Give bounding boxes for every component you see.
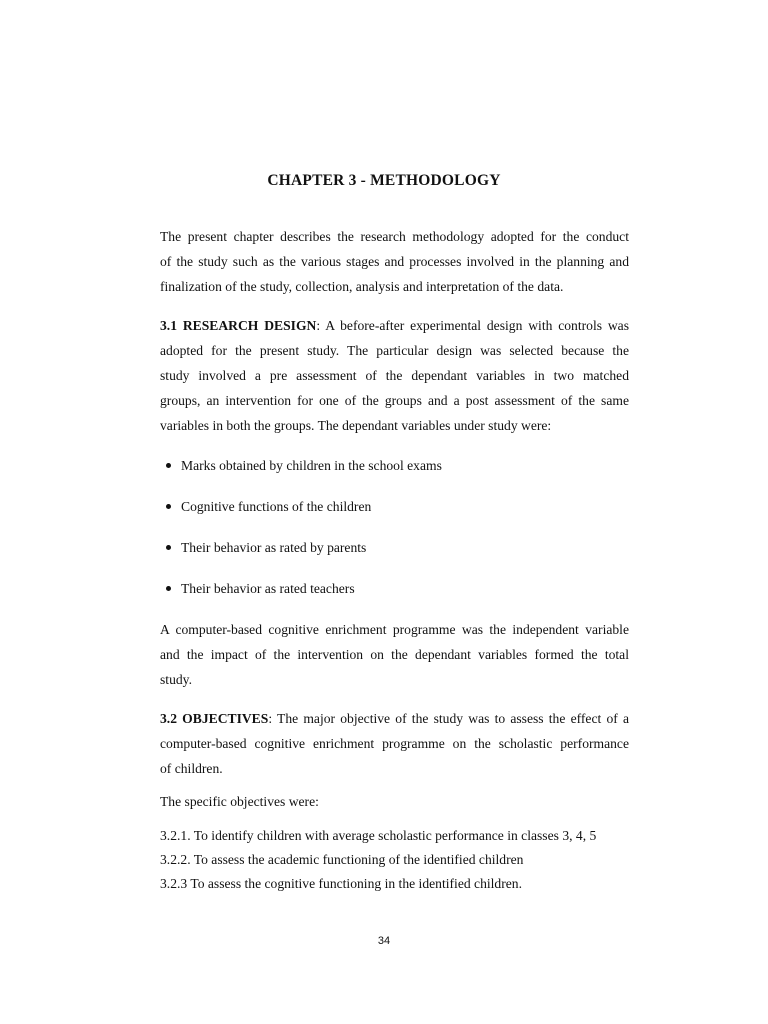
research-design-line-rest: : A before-after experimental design with controls was: [316, 318, 630, 333]
independent-variable-paragraph: [160, 617, 629, 692]
dependant-variables-list: [166, 453, 626, 617]
research-design-line: variables in both the groups. The dependant variables under study were:: [160, 418, 552, 433]
list-item: [166, 494, 626, 535]
list-item: [166, 576, 626, 617]
research-design-paragraph: [160, 313, 629, 438]
intro-line: The present chapter describes the research methodology adopted for the conduct: [160, 229, 629, 244]
specific-objective-item: 3.2.3 To assess the cognitive functioning in the identified children.: [160, 876, 522, 891]
specific-objective-item: 3.2.2. To assess the academic functioning of the identified children: [160, 852, 524, 867]
research-design-line: groups, an intervention for one of the groups and a post assessment of the same: [160, 393, 629, 408]
research-design-line: adopted for the present study. The particular design was selected because the: [160, 343, 629, 358]
list-item: [166, 453, 626, 494]
independent-line: study.: [160, 672, 192, 687]
list-item: [166, 535, 626, 576]
bullet-icon: [166, 545, 171, 550]
list-item-text: Their behavior as rated teachers: [181, 581, 355, 596]
objectives-line-rest: : The major objective of the study was to assess the effect of a: [268, 711, 629, 726]
objectives-first-line: [160, 706, 629, 731]
bullet-icon: [166, 586, 171, 591]
intro-line: of the study such as the various stages and processes involved in the planning and: [160, 254, 629, 269]
intro-line: finalization of the study, collection, analysis and interpretation of the data.: [160, 279, 564, 294]
specific-objective-item: 3.2.1. To identify children with average scholastic performance in classes 3, 4, 5: [160, 828, 597, 843]
objectives-line: computer-based cognitive enrichment programme on the scholastic performance: [160, 736, 629, 751]
research-design-line: study involved a pre assessment of the dependant variables in two matched: [160, 368, 629, 383]
independent-line: A computer-based cognitive enrichment programme was the independent variable: [160, 622, 629, 637]
bullet-icon: [166, 463, 171, 468]
list-item-text: Their behavior as rated by parents: [181, 540, 367, 555]
intro-paragraph: [160, 224, 629, 299]
page-number: 34: [377, 935, 391, 947]
objectives-line: of children.: [160, 761, 223, 776]
objectives-paragraph: [160, 706, 629, 781]
independent-line: and the impact of the intervention on the dependant variables formed the total: [160, 647, 629, 662]
list-item-text: Marks obtained by children in the school exams: [181, 458, 442, 473]
research-design-first-line: [160, 313, 629, 338]
list-item-text: Cognitive functions of the children: [181, 499, 372, 514]
research-design-heading: 3.1 RESEARCH DESIGN: [160, 318, 317, 333]
chapter-title: CHAPTER 3 - METHODOLOGY: [267, 172, 501, 189]
objectives-heading: 3.2 OBJECTIVES: [160, 711, 269, 726]
bullet-icon: [166, 504, 171, 509]
specific-objectives-label: The specific objectives were:: [160, 794, 319, 809]
